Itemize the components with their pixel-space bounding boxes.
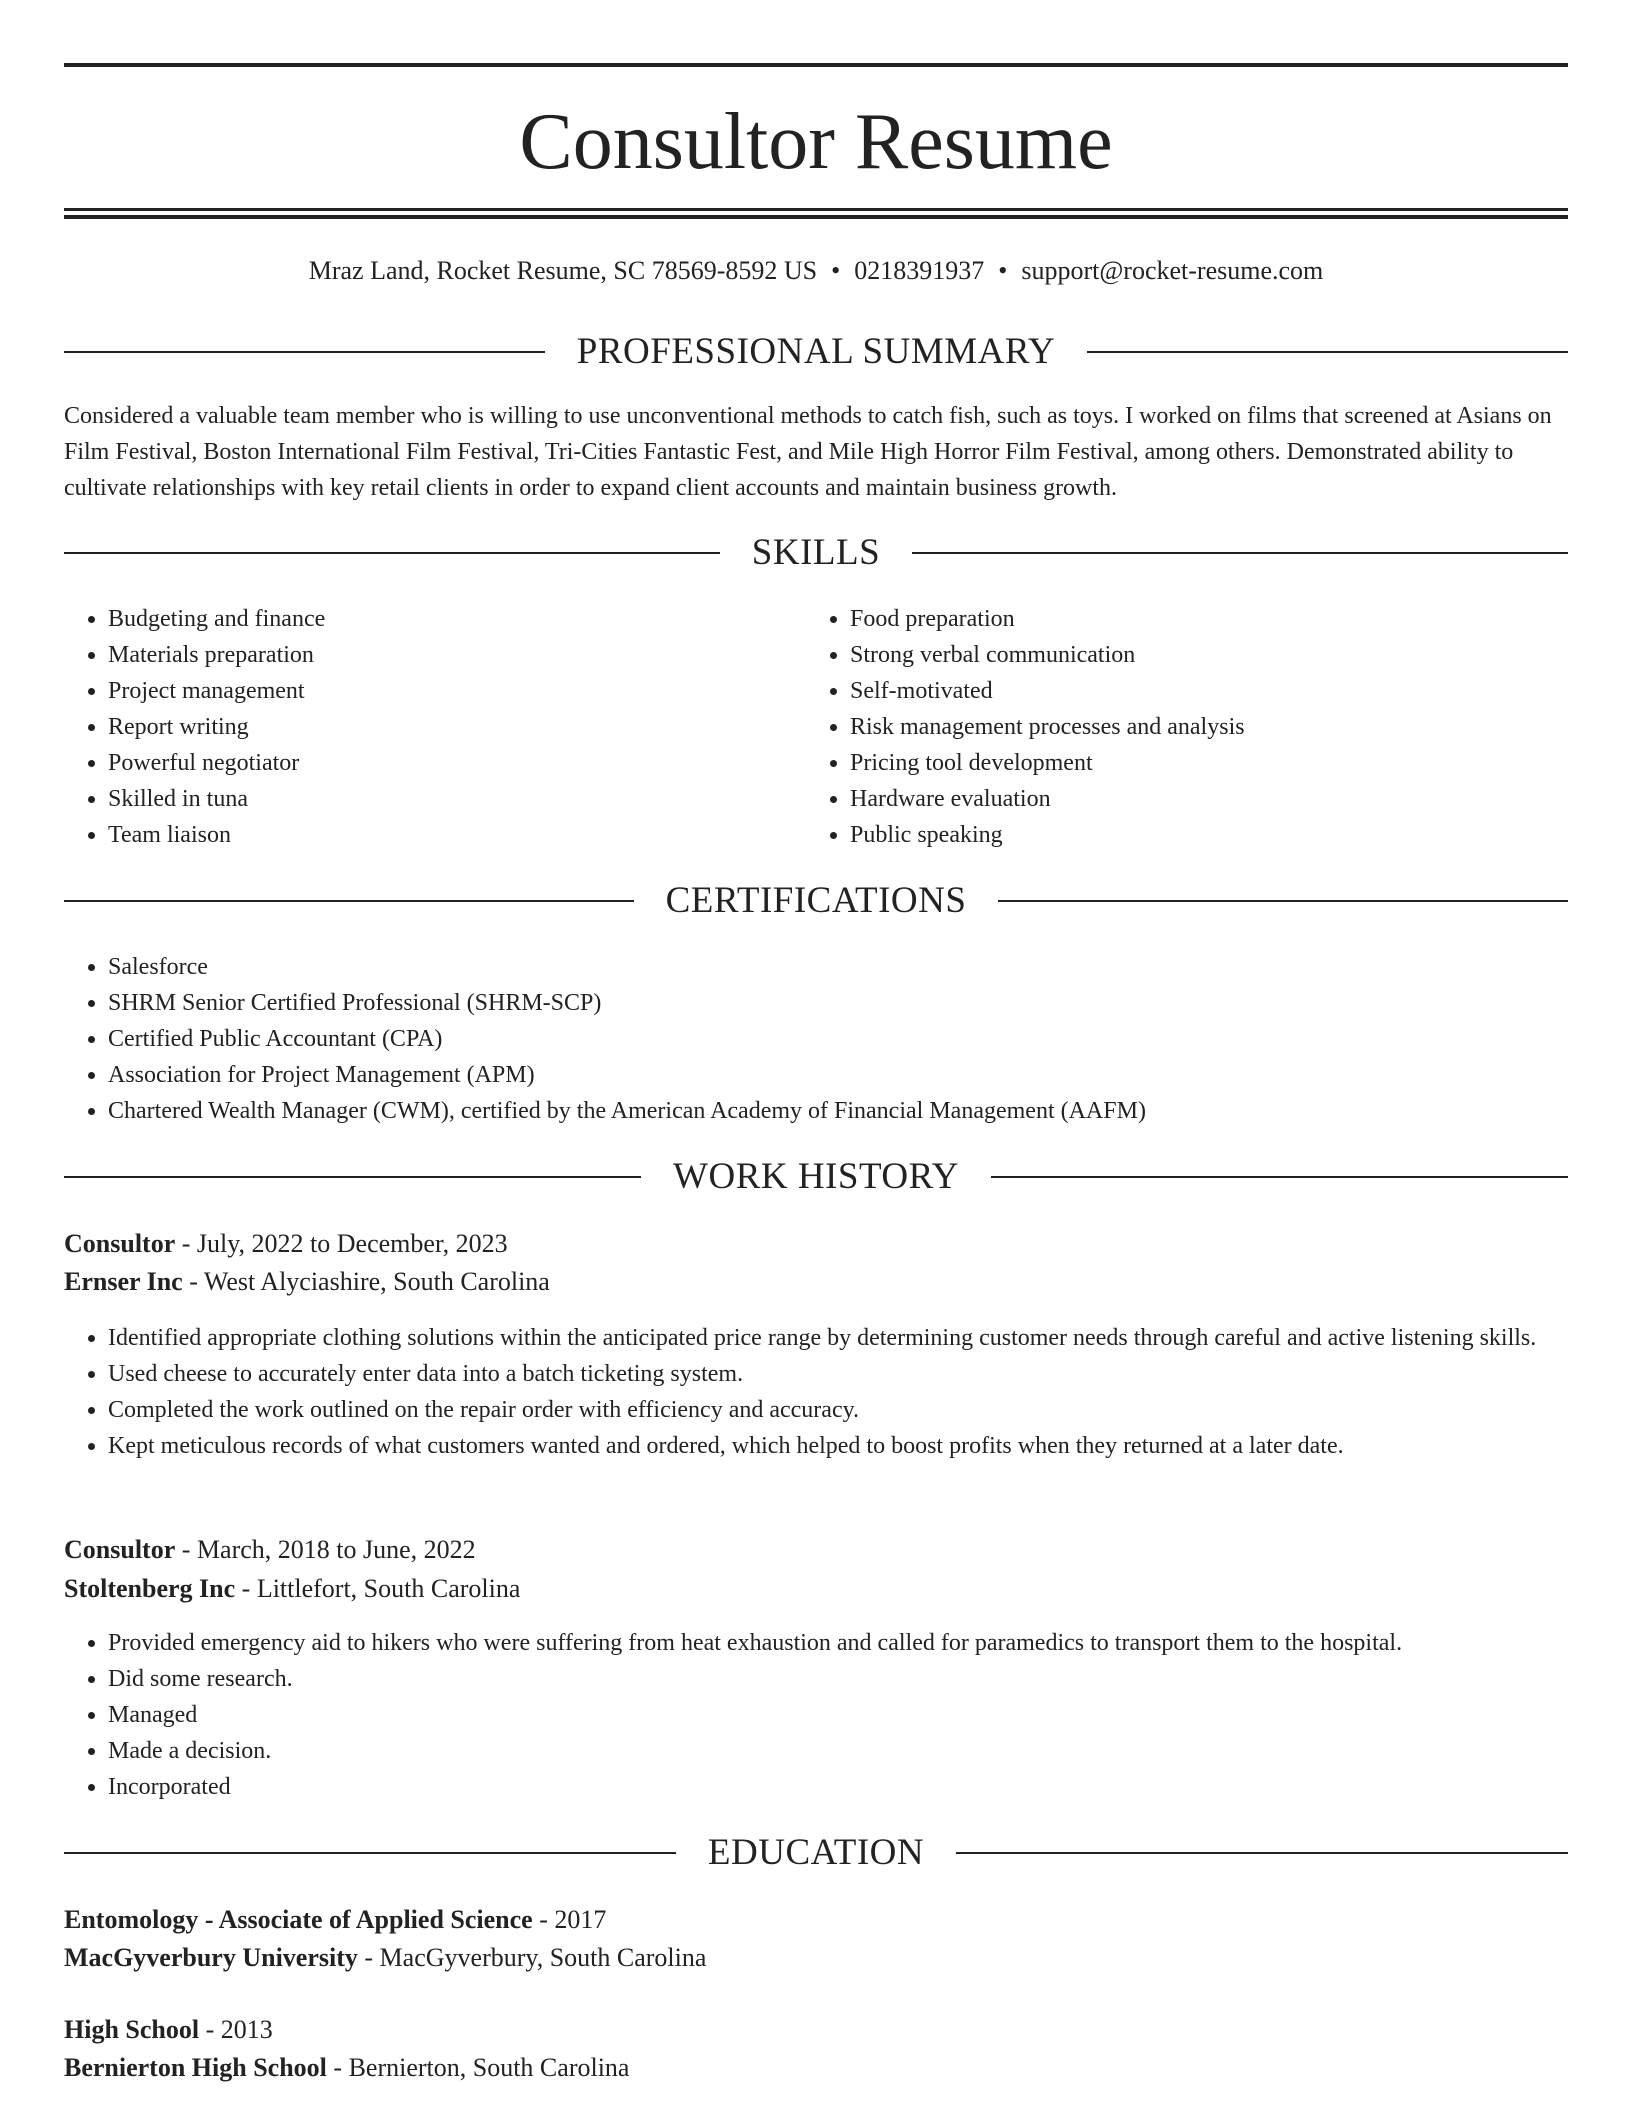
heading-rule bbox=[64, 552, 720, 554]
degree: High School bbox=[64, 2015, 200, 2044]
heading-rule bbox=[912, 552, 1568, 554]
work-heading bbox=[64, 1155, 1568, 1199]
contact-address: Mraz Land, Rocket Resume, SC 78569-8592 US bbox=[308, 256, 818, 285]
school-line bbox=[64, 2050, 1568, 2086]
skill-item: • Skilled in tuna bbox=[108, 781, 788, 817]
job-company: Ernser Inc bbox=[64, 1267, 183, 1296]
skills-list-left bbox=[64, 601, 788, 853]
job-bullets bbox=[64, 1625, 1584, 1805]
certifications-list bbox=[64, 949, 1548, 1129]
job-dates: - July, 2022 to December, 2023 bbox=[175, 1229, 508, 1258]
job-company: Stoltenberg Inc bbox=[64, 1574, 236, 1603]
heading-rule bbox=[64, 1852, 676, 1854]
education-heading-text: EDUCATION bbox=[707, 1832, 925, 1873]
degree-year: - 2017 bbox=[532, 1905, 607, 1934]
school-line bbox=[64, 1940, 1568, 1976]
job-bullet: • Identified appropriate clothing solutions within the anticipated price range by determining customer needs through careful and active listening skills. bbox=[108, 1320, 1584, 1356]
certification-item: • Association for Project Management (APM) bbox=[108, 1057, 1548, 1093]
heading-rule bbox=[64, 900, 634, 902]
certification-item: • Chartered Wealth Manager (CWM), certified by the American Academy of Financial Management (AAFM) bbox=[108, 1093, 1548, 1129]
skill-item: • Public speaking bbox=[850, 817, 1550, 853]
job-title-line bbox=[64, 1226, 1568, 1262]
summary-heading-text: PROFESSIONAL SUMMARY bbox=[576, 331, 1056, 372]
summary-text: Considered a valuable team member who is willing to use unconventional methods to catch fish, such as toys. I worked on films that screened at Asians on Film Festival, Boston International Film Festival, Tri-Cities Fantastic Fest, and Mile High Horror Film Festival, among others. Demonstrated ability to cultivate relationships with key retail clients in order to expand client accounts and maintain business growth. bbox=[64, 403, 1552, 501]
school: MacGyverbury University bbox=[64, 1943, 358, 1972]
job-bullet: • Incorporated bbox=[108, 1769, 1584, 1805]
work-heading-text: WORK HISTORY bbox=[673, 1156, 959, 1197]
contact-email[interactable]: support@rocket-resume.com bbox=[1021, 256, 1324, 285]
double-rule bbox=[64, 208, 1568, 219]
skill-item: • Project management bbox=[108, 673, 788, 709]
certifications-heading-text: CERTIFICATIONS bbox=[665, 880, 967, 921]
job-title: Consultor bbox=[64, 1229, 176, 1258]
job-title-line bbox=[64, 1532, 1568, 1568]
page-title: Consultor Resume bbox=[519, 98, 1113, 186]
job-bullet: • Provided emergency aid to hikers who were suffering from heat exhaustion and called for paramedics to transport them to the hospital. bbox=[108, 1625, 1584, 1661]
skill-item: • Strong verbal communication bbox=[850, 637, 1550, 673]
heading-rule bbox=[991, 1176, 1568, 1178]
school-location: - MacGyverbury, South Carolina bbox=[357, 1943, 707, 1972]
contact-phone: 0218391937 bbox=[854, 256, 985, 285]
degree: Entomology - Associate of Applied Science bbox=[64, 1905, 533, 1934]
job-title: Consultor bbox=[64, 1535, 176, 1564]
job-bullet: • Completed the work outlined on the repair order with efficiency and accuracy. bbox=[108, 1392, 1584, 1428]
job-company-line bbox=[64, 1571, 1568, 1607]
skill-item: • Risk management processes and analysis bbox=[850, 709, 1550, 745]
skills-heading bbox=[64, 531, 1568, 575]
contact-separator: • bbox=[998, 256, 1008, 285]
heading-rule bbox=[956, 1852, 1568, 1854]
job-company-line bbox=[64, 1264, 1568, 1300]
heading-rule bbox=[1087, 351, 1568, 353]
heading-rule bbox=[998, 900, 1568, 902]
certification-item: • Certified Public Accountant (CPA) bbox=[108, 1021, 1548, 1057]
skill-item: • Pricing tool development bbox=[850, 745, 1550, 781]
job-bullet: • Kept meticulous records of what customers wanted and ordered, which helped to boost profits when they returned at a later date. bbox=[108, 1428, 1584, 1464]
skills-list-right bbox=[806, 601, 1550, 853]
job-bullet: • Used cheese to accurately enter data into a batch ticketing system. bbox=[108, 1356, 1584, 1392]
job-location: - West Alyciashire, South Carolina bbox=[182, 1267, 550, 1296]
school-location: - Bernierton, South Carolina bbox=[326, 2053, 630, 2082]
job-bullet: • Managed bbox=[108, 1697, 1584, 1733]
skill-item: • Materials preparation bbox=[108, 637, 788, 673]
school: Bernierton High School bbox=[64, 2053, 327, 2082]
certification-item: • SHRM Senior Certified Professional (SHRM-SCP) bbox=[108, 985, 1548, 1021]
job-dates: - March, 2018 to June, 2022 bbox=[175, 1535, 476, 1564]
contact-separator: • bbox=[831, 256, 841, 285]
job-location: - Littlefort, South Carolina bbox=[235, 1574, 521, 1603]
heading-rule bbox=[64, 351, 545, 353]
certifications-heading bbox=[64, 879, 1568, 923]
job-bullets bbox=[64, 1320, 1584, 1464]
top-rule bbox=[64, 63, 1568, 67]
skill-item: • Self-motivated bbox=[850, 673, 1550, 709]
degree-year: - 2013 bbox=[199, 2015, 273, 2044]
degree-line bbox=[64, 1902, 1568, 1938]
skills-heading-text: SKILLS bbox=[751, 532, 881, 573]
skill-item: • Budgeting and finance bbox=[108, 601, 788, 637]
skill-item: • Food preparation bbox=[850, 601, 1550, 637]
skill-item: • Team liaison bbox=[108, 817, 788, 853]
contact-line bbox=[64, 254, 1568, 288]
degree-line bbox=[64, 2012, 1568, 2048]
heading-rule bbox=[64, 1176, 641, 1178]
job-bullet: • Made a decision. bbox=[108, 1733, 1584, 1769]
job-bullet: • Did some research. bbox=[108, 1661, 1584, 1697]
skill-item: • Report writing bbox=[108, 709, 788, 745]
skill-item: • Powerful negotiator bbox=[108, 745, 788, 781]
education-heading bbox=[64, 1831, 1568, 1875]
skill-item: • Hardware evaluation bbox=[850, 781, 1550, 817]
certification-item: • Salesforce bbox=[108, 949, 1548, 985]
summary-heading bbox=[64, 330, 1568, 374]
